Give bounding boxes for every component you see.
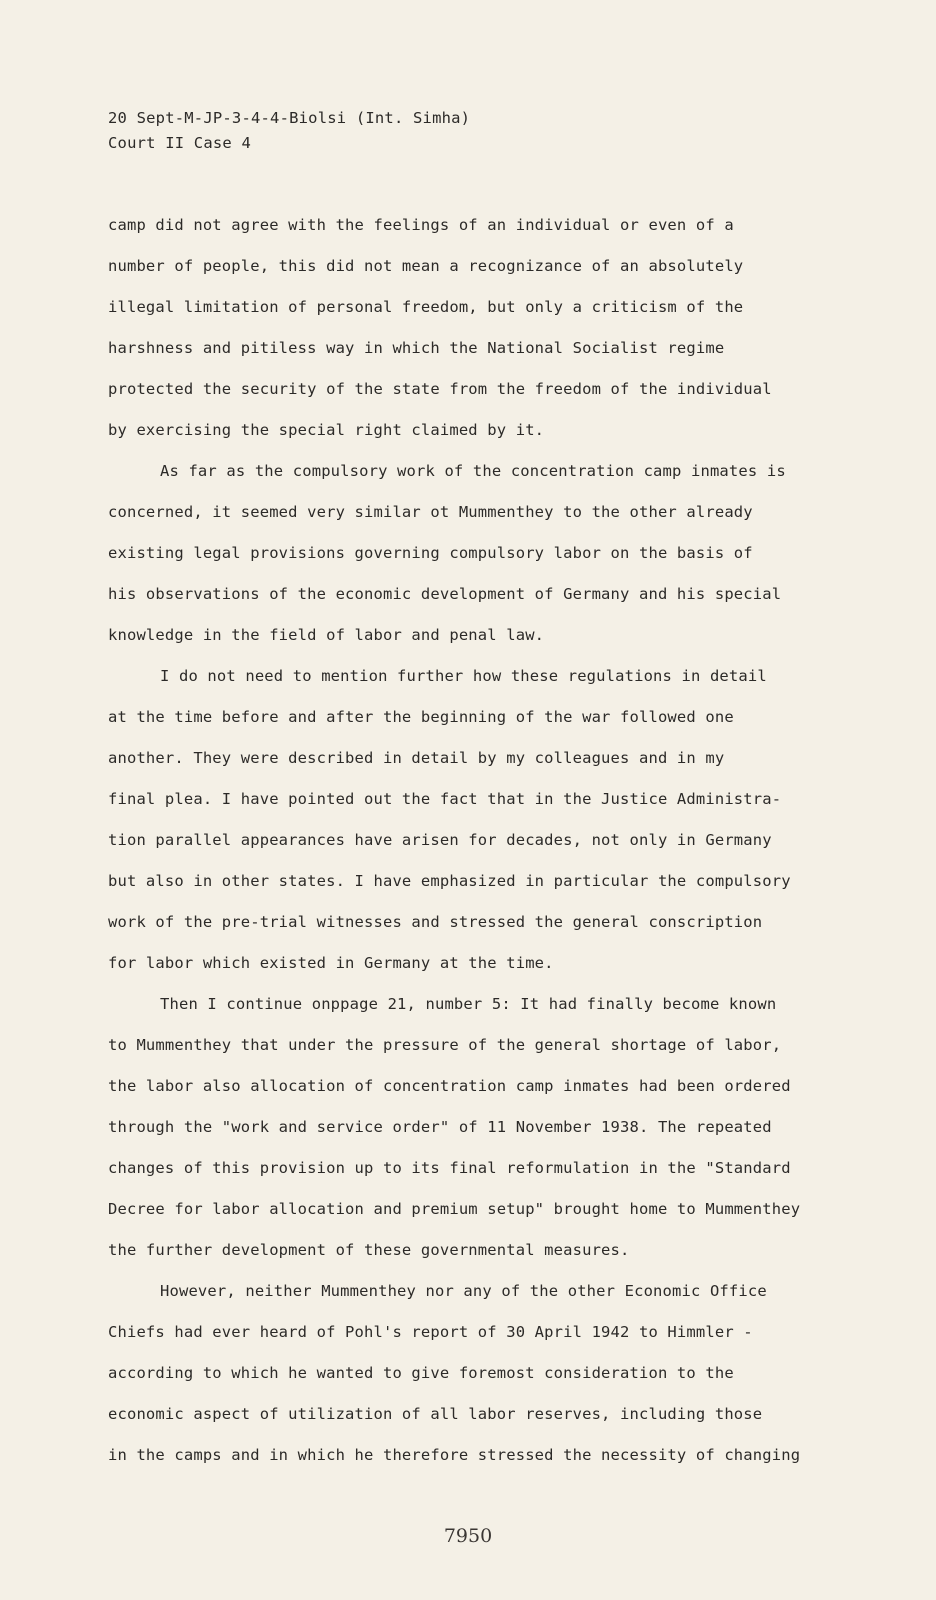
body-line: economic aspect of utilization of all labor reserves, including those <box>108 1405 763 1423</box>
body-line: the further development of these governmental measures. <box>108 1241 630 1259</box>
body-line: through the "work and service order" of 11 November 1938. The repeated <box>108 1118 772 1136</box>
header-reference-line: 20 Sept-M-JP-3-4-4-Biolsi (Int. Simha) <box>108 109 471 127</box>
paragraph-start-line: However, neither Mummenthey nor any of the other Economic Office <box>160 1282 767 1300</box>
body-line: by exercising the special right claimed by it. <box>108 421 545 439</box>
body-line: according to which he wanted to give foremost consideration to the <box>108 1364 734 1382</box>
paragraph-start-line: As far as the compulsory work of the concentration camp inmates is <box>160 462 786 480</box>
body-line: tion parallel appearances have arisen for decades, not only in Germany <box>108 831 772 849</box>
document-header <box>108 106 470 156</box>
document-body <box>108 205 868 1476</box>
body-line: illegal limitation of personal freedom, but only a criticism of the <box>108 298 744 316</box>
body-line: at the time before and after the beginning of the war followed one <box>108 708 734 726</box>
body-line: Chiefs had ever heard of Pohl's report of 30 April 1942 to Himmler - <box>108 1323 753 1341</box>
header-court-line: Court II Case 4 <box>108 134 251 152</box>
body-line: harshness and pitiless way in which the National Socialist regime <box>108 339 725 357</box>
body-line: for labor which existed in Germany at the time. <box>108 954 554 972</box>
body-line: concerned, it seemed very similar ot Mummenthey to the other already <box>108 503 753 521</box>
page-number: 7950 <box>443 1525 493 1547</box>
paragraph-start-line: Then I continue onppage 21, number 5: It had finally become known <box>160 995 777 1013</box>
body-line: changes of this provision up to its final reformulation in the "Standard <box>108 1159 791 1177</box>
body-line: the labor also allocation of concentration camp inmates had been ordered <box>108 1077 791 1095</box>
body-line: work of the pre-trial witnesses and stressed the general conscription <box>108 913 763 931</box>
body-line: number of people, this did not mean a recognizance of an absolutely <box>108 257 744 275</box>
body-line: existing legal provisions governing compulsory labor on the basis of <box>108 544 753 562</box>
body-line: in the camps and in which he therefore stressed the necessity of changing <box>108 1446 801 1464</box>
body-line: to Mummenthey that under the pressure of the general shortage of labor, <box>108 1036 782 1054</box>
body-line: but also in other states. I have emphasized in particular the compulsory <box>108 872 791 890</box>
body-line: Decree for labor allocation and premium setup" brought home to Mummenthey <box>108 1200 801 1218</box>
body-line: knowledge in the field of labor and penal law. <box>108 626 545 644</box>
body-line: final plea. I have pointed out the fact that in the Justice Administra- <box>108 790 782 808</box>
body-line: another. They were described in detail by my colleagues and in my <box>108 749 725 767</box>
body-line: protected the security of the state from the freedom of the individual <box>108 380 772 398</box>
body-line: camp did not agree with the feelings of an individual or even of a <box>108 216 734 234</box>
body-line: his observations of the economic development of Germany and his special <box>108 585 782 603</box>
paragraph-start-line: I do not need to mention further how these regulations in detail <box>160 667 767 685</box>
